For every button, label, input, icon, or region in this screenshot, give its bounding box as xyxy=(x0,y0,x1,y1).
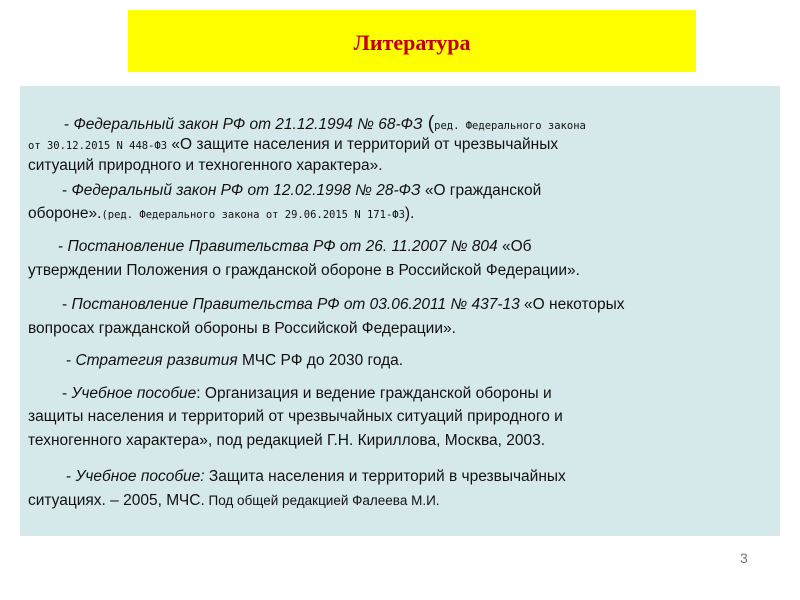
item-title: Учебное пособие xyxy=(71,385,197,402)
item-dash: - xyxy=(62,182,72,199)
list-item-continuation xyxy=(28,135,558,156)
title-banner xyxy=(128,10,696,72)
item-text: Защита населения и территорий в чрезвычайных xyxy=(204,468,566,485)
item-note: (ред. Федерального закона от 29.06.2015 N 171-ФЗ xyxy=(101,209,405,221)
list-item xyxy=(66,351,403,371)
list-item xyxy=(62,295,625,315)
item-dash: - xyxy=(62,385,72,402)
item-title: Стратегия развития xyxy=(75,352,238,369)
page-number: 3 xyxy=(740,550,748,566)
item-text: обороне». xyxy=(28,205,102,222)
list-item-continuation xyxy=(28,319,456,339)
list-item-continuation xyxy=(28,407,563,427)
list-item xyxy=(66,467,566,487)
item-title: Федеральный закон РФ от 21.12.1994 № 68-ФЗ xyxy=(73,116,423,133)
item-text: ситуаций природного и техногенного характера». xyxy=(28,157,383,174)
list-item xyxy=(58,237,532,257)
item-text: ситуациях. – 2005, МЧС. xyxy=(28,492,205,509)
list-item xyxy=(62,384,552,404)
item-dash: - xyxy=(66,352,76,369)
item-title: Постановление Правительства РФ от 03.06.2011 № 437-13 xyxy=(71,296,520,313)
item-text: утверждении Положения о гражданской обороне в Российской Федерации». xyxy=(28,262,580,279)
item-title: Федеральный закон РФ от 12.02.1998 № 28-ФЗ xyxy=(71,182,421,199)
list-item-continuation xyxy=(28,431,545,451)
item-dash: - xyxy=(64,116,74,133)
item-text: МЧС РФ до 2030 года. xyxy=(237,352,404,369)
item-dash: - xyxy=(58,238,68,255)
item-text: «Об xyxy=(497,238,532,255)
item-text: защиты населения и территорий от чрезвычайных ситуаций природного и xyxy=(28,408,563,425)
list-item-continuation xyxy=(28,261,580,281)
list-item-continuation xyxy=(28,491,440,511)
list-item xyxy=(64,114,586,136)
item-text: «О гражданской xyxy=(420,182,542,199)
item-text: вопросах гражданской обороны в Российской Федерации». xyxy=(28,320,456,337)
item-text: техногенного характера», под редакцией Г.Н. Кириллова, Москва, 2003. xyxy=(28,432,546,449)
item-title: Учебное пособие: xyxy=(75,468,205,485)
list-item-continuation xyxy=(28,204,414,225)
item-dash: - xyxy=(66,468,76,485)
item-text: «О некоторых xyxy=(519,296,625,313)
item-paren: ( xyxy=(422,113,435,134)
slide-title: Литература xyxy=(353,30,471,55)
item-text: «О защите населения и территорий от чрезвычайных xyxy=(167,136,559,153)
list-item-continuation xyxy=(28,156,383,176)
item-note: от 30.12.2015 N 448-ФЗ xyxy=(28,140,168,152)
item-dash: - xyxy=(62,296,72,313)
literature-list xyxy=(20,86,780,536)
item-note: ред. Федерального закона xyxy=(434,120,586,132)
item-title: Постановление Правительства РФ от 26. 11.2007 № 804 xyxy=(67,238,498,255)
list-item xyxy=(62,181,541,201)
item-text: : Организация и ведение гражданской обороны и xyxy=(196,385,552,402)
item-text: ). xyxy=(404,205,415,222)
item-text: Под общей редакцией Фалеева М.И. xyxy=(204,493,440,508)
